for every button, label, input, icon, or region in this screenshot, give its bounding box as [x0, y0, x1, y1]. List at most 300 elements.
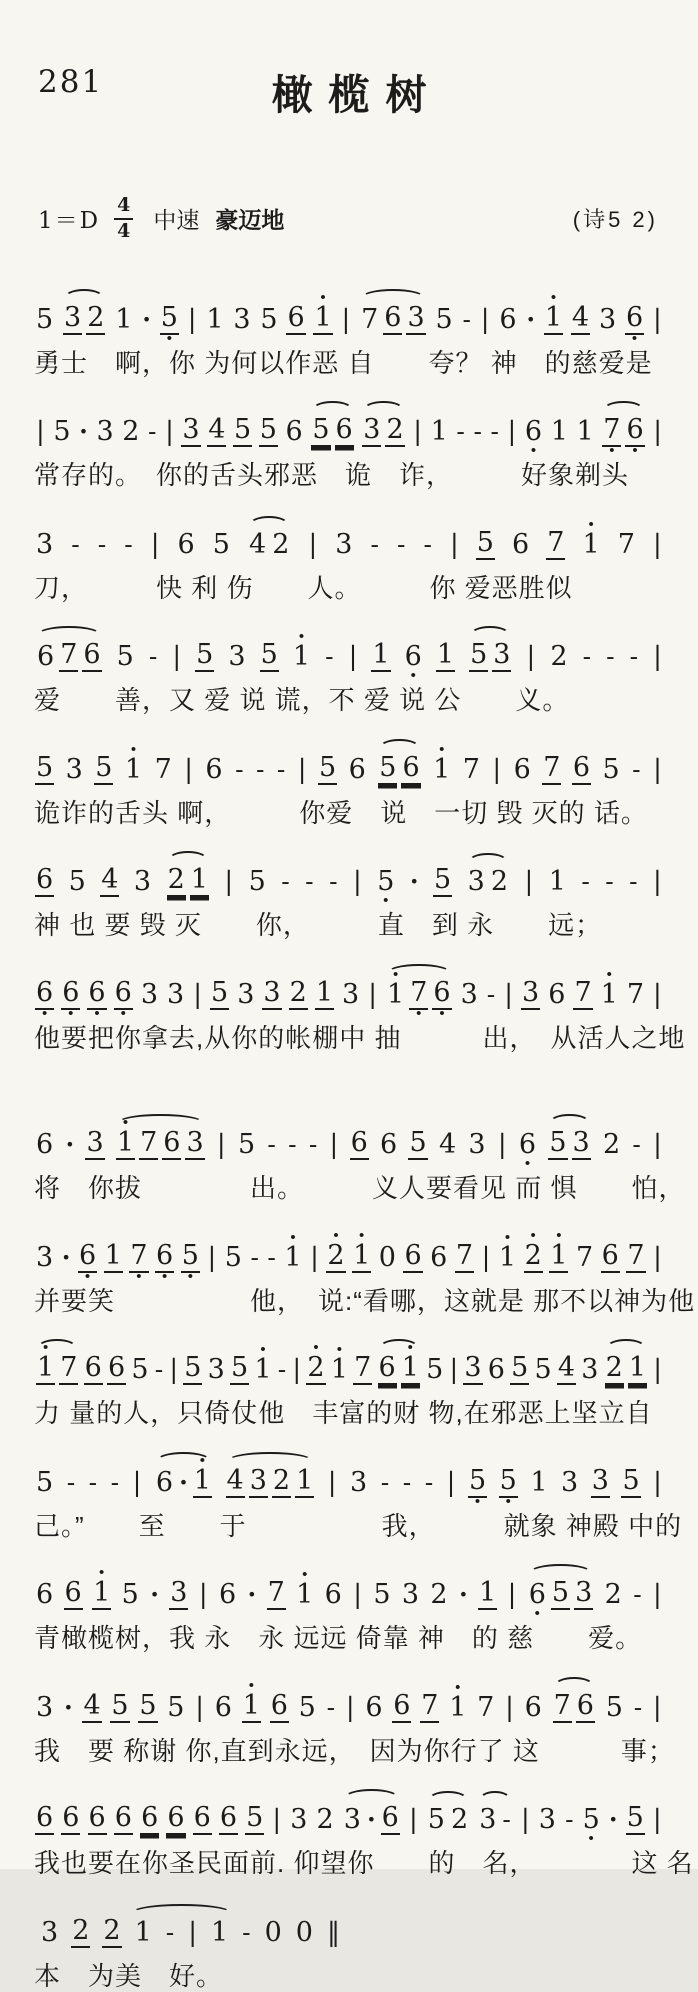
barline: | [481, 1242, 491, 1273]
music-line [34, 954, 686, 1055]
barline: | [216, 1130, 226, 1161]
note: 4 [557, 1352, 576, 1384]
note: 2 [602, 1129, 621, 1161]
barline: | [172, 642, 182, 673]
duration-dash: - [326, 1692, 336, 1722]
duration-dash: - [629, 867, 638, 897]
music-line [34, 1554, 664, 1655]
duration-dash: - [633, 1692, 643, 1722]
duration-dash: - [462, 304, 471, 334]
note: 5 [68, 866, 86, 898]
note: 5 [246, 1802, 264, 1834]
note: 2 [490, 866, 509, 898]
note: 3 [493, 639, 511, 671]
notation-row [34, 954, 664, 1022]
barline: | [224, 867, 234, 898]
lyrics-row: 青橄榄树，我 永 永 远远 倚靠 神 的 慈 爱。 [34, 1623, 643, 1654]
note: 3 [343, 1804, 361, 1836]
note: 3 [36, 1241, 54, 1273]
note: 3 [342, 978, 360, 1010]
note: 5 [476, 526, 494, 558]
note: • 2 [307, 1339, 325, 1384]
note: 5 [131, 1354, 149, 1386]
note: 2 [72, 1914, 90, 1946]
duration-dash: - [242, 1917, 251, 1947]
note: 3 [65, 753, 83, 785]
duration-dash: - [97, 529, 107, 559]
barline: | [653, 1580, 662, 1611]
slur-group [526, 1569, 596, 1623]
note: 6 [114, 1802, 132, 1834]
note: 6 [287, 301, 305, 333]
note: 6 • [156, 1239, 174, 1285]
note: 5 [36, 751, 54, 783]
note: 1 [436, 639, 455, 671]
music-line [34, 504, 664, 605]
barline: | [184, 754, 193, 785]
note: • 1 [498, 1228, 517, 1273]
music-line [34, 1217, 696, 1318]
note: 7 • [410, 976, 428, 1022]
lyrics-row: 我 要 称谢 你,直到永远， 因为你行了 这 事； [34, 1735, 675, 1766]
note: 6 [167, 1802, 185, 1834]
note: 2 [604, 1579, 622, 1611]
note: 1 [479, 1577, 497, 1609]
note: 1 [210, 1916, 229, 1948]
note: 7 [575, 1241, 594, 1273]
note: 5 [233, 414, 252, 446]
duration-dash: - [66, 1467, 76, 1497]
note: 5 • [181, 1239, 199, 1285]
note: 3 [36, 528, 54, 560]
duration-dash: - [148, 417, 157, 447]
augmentation-dot: · [409, 867, 419, 897]
time-signature [114, 195, 133, 243]
music-line [34, 1442, 683, 1543]
note: 2 [272, 1464, 291, 1496]
slur-group [551, 1682, 597, 1732]
note: 7 [421, 1689, 439, 1721]
note: • 1 [292, 628, 311, 673]
note: 5 [36, 1466, 54, 1498]
slur-group [153, 1451, 214, 1507]
key-signature: 1＝D [38, 208, 101, 235]
notation-row [34, 1104, 664, 1173]
note: 6 [214, 1691, 232, 1723]
duration-dash: - [606, 642, 615, 672]
note: 5 [95, 751, 113, 783]
page-number: 281 [38, 64, 104, 100]
note: 2 [450, 1804, 469, 1836]
note: 3 [207, 1354, 225, 1386]
note: 1 [530, 1466, 548, 1498]
note: 7 • [603, 414, 621, 460]
barline: | [169, 1355, 179, 1386]
note: 5 [549, 1127, 567, 1159]
note: 6 [62, 1802, 80, 1834]
note: 6 [84, 1352, 102, 1384]
note: 1 [548, 866, 566, 898]
barline: | [505, 1692, 514, 1723]
note: 1 [372, 639, 390, 671]
note: 0 [378, 1241, 396, 1273]
note: 6 [384, 301, 402, 333]
note: 3 [464, 1352, 482, 1384]
note: 3 [170, 1577, 188, 1609]
augmentation-dot: · [142, 304, 151, 334]
scripture-reference: (诗5 2) [572, 207, 658, 233]
note: 1 [430, 416, 448, 448]
note: • 1 [600, 965, 618, 1010]
note: 3 [401, 1579, 420, 1611]
duration-dash: - [396, 529, 406, 559]
note: 2 [386, 414, 404, 446]
duration-dash: - [329, 867, 338, 897]
note: 3 [167, 978, 185, 1010]
note: 6 [393, 1689, 411, 1721]
music-line [34, 841, 664, 942]
duration-dash: - [486, 979, 496, 1009]
note: • 1 [284, 1228, 302, 1273]
lyrics-row: 勇士 啊，你 为何以作恶 自 夸？ 神 的慈爱是 [34, 347, 653, 378]
note: 5 [237, 1129, 256, 1161]
note: 1 [550, 416, 568, 448]
note: • 1 [449, 1678, 467, 1723]
augmentation-dot: · [526, 304, 536, 334]
barline: | [492, 754, 502, 785]
note: 6 [36, 1579, 54, 1611]
note: 5 • [160, 301, 178, 347]
note: 5 • [468, 1464, 487, 1510]
note: 1 [315, 976, 333, 1008]
notation-row [34, 391, 664, 460]
note: 5 [121, 1579, 139, 1611]
note: 5 [470, 639, 488, 671]
duration-dash: - [250, 1242, 259, 1272]
lyrics-row: 他要把你拿去,从你的帐棚中 抽 出， 从活人之地 [34, 1022, 686, 1053]
note: 5 [260, 639, 278, 671]
barline: | [497, 1130, 507, 1161]
note: 7 [354, 1352, 372, 1384]
note: 3 [350, 1466, 368, 1498]
note: 7 [574, 976, 592, 1008]
note: 5 [212, 528, 230, 560]
note: 1 [190, 864, 208, 896]
barline: | [165, 417, 174, 448]
slur-group [600, 406, 646, 460]
barline: | [652, 1692, 662, 1723]
barline: | [507, 417, 517, 448]
note: 5 [602, 753, 620, 785]
note: • 1 [544, 288, 563, 333]
note: • 1 [254, 1341, 272, 1386]
note: 3 [263, 976, 281, 1008]
barline: | [310, 1242, 319, 1273]
note: 7 [60, 1352, 78, 1384]
note: 6 • [524, 416, 543, 460]
note: 6 [335, 414, 353, 446]
duration-dash: - [633, 1580, 642, 1610]
note: 6 • [626, 414, 644, 460]
note: 3 [96, 416, 114, 448]
duration-dash: - [154, 1355, 164, 1385]
page-title: 橄榄树 [271, 72, 443, 118]
music-sheet [34, 279, 696, 1992]
note: 3 [407, 301, 425, 333]
note: 3 [228, 641, 246, 673]
note: 5 [426, 1354, 444, 1386]
note: 5 [373, 1579, 391, 1611]
augmentation-dot: · [247, 1580, 257, 1610]
note: 3 [591, 1464, 609, 1496]
note: 6 [572, 751, 591, 783]
note: 2 [103, 1914, 121, 1946]
note: 5 [53, 416, 71, 448]
note: 6 [499, 303, 517, 335]
note: • 1 [433, 740, 451, 785]
note: 6 [365, 1691, 383, 1723]
time-signature-bottom: 4 [117, 219, 131, 242]
slur-group [546, 1119, 592, 1169]
duration-dash: - [267, 1242, 276, 1272]
barline: | [341, 304, 351, 335]
note: 4 [83, 1689, 101, 1721]
notation-row [34, 729, 664, 794]
note: 1 [296, 1464, 314, 1496]
duration-dash: - [277, 1355, 287, 1385]
note: 5 • [377, 866, 395, 910]
note: 6 [177, 528, 195, 560]
lyrics-row: 并要笑 他， 说:“看哪，这就是 那不以神为他 [34, 1285, 696, 1316]
notation-row [34, 841, 664, 910]
note: 7 [154, 753, 172, 785]
note: 1 [115, 303, 133, 335]
note: 1 [104, 1239, 122, 1271]
note: 5 [211, 976, 229, 1008]
barline: | [292, 1355, 302, 1386]
note: 6 • [36, 976, 54, 1022]
note: 5 [409, 1127, 427, 1159]
header [0, 0, 698, 121]
note: 5 [427, 1804, 445, 1836]
slur-group [114, 1114, 207, 1169]
note: 4 [249, 528, 267, 560]
augmentation-dot: · [65, 1130, 75, 1160]
slur-group [360, 406, 406, 456]
note: 5 [551, 1577, 570, 1609]
note: 5 [139, 1689, 157, 1721]
notation-row [34, 279, 664, 347]
barline: | [207, 1242, 217, 1273]
notation-row [34, 1329, 664, 1394]
notation-row [34, 504, 664, 569]
note: 6 [576, 1689, 594, 1721]
note: 5 [116, 641, 134, 673]
note: 3 [41, 1916, 59, 1948]
lyrics-row: 爱 善，又 爱 说 谎，不 爱 说 公 义。 [34, 685, 570, 716]
lyrics-row: 我也要在你圣民面前. 仰望你 的 名， 这 名 [34, 1848, 694, 1879]
note: 4 [226, 1464, 244, 1496]
note: 3 [86, 1127, 104, 1159]
note: 1 [576, 416, 594, 448]
note: • 1 [296, 1566, 314, 1611]
augmentation-dot: · [179, 1467, 188, 1497]
slur-group [128, 1909, 236, 1957]
barline: | [504, 979, 514, 1010]
duration-dash: - [423, 529, 432, 559]
music-line [34, 279, 664, 380]
note: 3 [460, 978, 478, 1010]
slur-group [309, 406, 355, 456]
note: 6 • [62, 976, 80, 1022]
slur-group [34, 1339, 80, 1394]
slur-group [358, 294, 428, 344]
note: 2 [122, 416, 140, 448]
music-line [34, 1329, 664, 1430]
note: 4 [208, 414, 226, 446]
note: 3 [363, 414, 381, 446]
barline: | [195, 1692, 205, 1723]
music-line [34, 729, 664, 830]
note: 6 [218, 1579, 237, 1611]
note: 6 [404, 1239, 422, 1271]
barline: | [272, 1805, 282, 1836]
barline: | [327, 1467, 337, 1498]
lyrics-row: 本 为美 好。 [34, 1960, 224, 1991]
barline: | [297, 754, 307, 785]
note: 5 [36, 303, 54, 335]
note: 3 [233, 303, 251, 335]
note: 3 [468, 1129, 486, 1161]
note: 2 [87, 301, 105, 333]
note: 7 [626, 978, 645, 1010]
barline: | [653, 1242, 662, 1273]
duration-dash: - [380, 1467, 390, 1497]
duration-dash: - [632, 1130, 641, 1160]
note: • 1 [582, 515, 600, 560]
barline: | [480, 304, 490, 335]
lyrics-row: 常存的。 你的舌头邪恶 诡 诈， 好象剃头 [34, 460, 630, 491]
note: • 1 [116, 1114, 135, 1159]
duration-dash: - [473, 417, 482, 447]
note: 6 [37, 641, 55, 673]
barline: | [449, 529, 459, 560]
note: 5 [259, 414, 277, 446]
note: 6 [219, 1802, 238, 1834]
note: 3 [186, 1127, 204, 1159]
note: 2 [316, 1804, 334, 1836]
slur-group [376, 744, 422, 794]
lyrics-row: 诡诈的舌头 啊， 你爱 说 一切 毁 灭的 话。 [34, 797, 648, 828]
lyrics-row: 己。” 至 于 我， 就象 神殿 中的 [34, 1510, 683, 1541]
duration-dash: - [629, 642, 639, 672]
note: • 1 [387, 965, 405, 1010]
duration-dash: - [71, 529, 80, 559]
barline: | [368, 979, 377, 1010]
note: • 1 [124, 740, 143, 785]
duration-dash: - [632, 754, 641, 784]
note: 3 [581, 1354, 599, 1386]
duration-dash: - [308, 1130, 318, 1160]
note: 6 [378, 1352, 396, 1384]
note: 6 [380, 1129, 398, 1161]
notation-row [34, 1892, 664, 1957]
note: • 1 [353, 1226, 371, 1271]
slur-group [476, 1796, 514, 1844]
duration-dash: - [325, 642, 334, 672]
duration-dash: - [235, 754, 244, 784]
lyrics-row: 神 也 要 毁 灭 你， 直 到 永 远； [34, 910, 603, 941]
note: 6 [324, 1579, 342, 1611]
note: 6 [36, 1129, 54, 1161]
barline: | [193, 979, 202, 1010]
note: 6 [524, 1691, 542, 1723]
duration-dash: - [267, 1130, 276, 1160]
duration-dash: - [165, 1917, 175, 1947]
duration-dash: - [502, 1805, 511, 1835]
duration-dash: - [424, 1467, 434, 1497]
duration-dash: - [582, 642, 592, 672]
duration-dash: - [124, 529, 133, 559]
slur-group [467, 631, 513, 681]
barline: | [652, 1805, 662, 1836]
note: 3 [64, 301, 82, 333]
note: 6 [430, 1241, 448, 1273]
augmentation-dot: · [63, 1692, 73, 1722]
note: 7 [140, 1127, 158, 1159]
note: 6 [36, 864, 54, 896]
note: 5 [434, 864, 452, 896]
note: 5 [511, 1352, 529, 1384]
note: 6 • [78, 1239, 97, 1285]
expression-marking: 豪迈地 [215, 207, 285, 234]
note: 5 [319, 751, 337, 783]
note: 2 [167, 864, 185, 896]
barline: | [198, 1580, 208, 1611]
duration-dash: - [255, 754, 265, 784]
music-line [34, 1779, 694, 1880]
note: 7 [627, 1239, 645, 1271]
barline: | [653, 979, 662, 1010]
note: 2 [605, 1352, 623, 1384]
duration-dash: - [281, 867, 290, 897]
time-signature-top: 4 [114, 195, 133, 220]
lyrics-row: 刀， 快 利 伤 人。 你 爱恶胜似 [34, 572, 573, 603]
barline: | [653, 417, 662, 448]
note: 6 [36, 1802, 54, 1834]
barline: | [308, 529, 318, 560]
note: 6 [270, 1689, 288, 1721]
augmentation-dot: · [79, 417, 88, 447]
note: 4 [101, 864, 119, 896]
barline: | [653, 642, 662, 673]
music-line [34, 391, 664, 492]
duration-dash: - [490, 417, 499, 447]
barline: | [653, 754, 662, 785]
note: 3 [561, 1466, 579, 1498]
note: 3 [479, 1804, 497, 1836]
note: 7 [361, 303, 379, 335]
note: 6 [155, 1466, 174, 1498]
note: 5 [196, 639, 214, 671]
duration-dash: - [305, 867, 314, 897]
slur-group [61, 294, 107, 344]
barline: | [652, 304, 662, 335]
slur-group [341, 1794, 402, 1844]
note: 3 [335, 528, 353, 560]
note: 5 [626, 1802, 644, 1834]
barline: | [524, 867, 534, 898]
